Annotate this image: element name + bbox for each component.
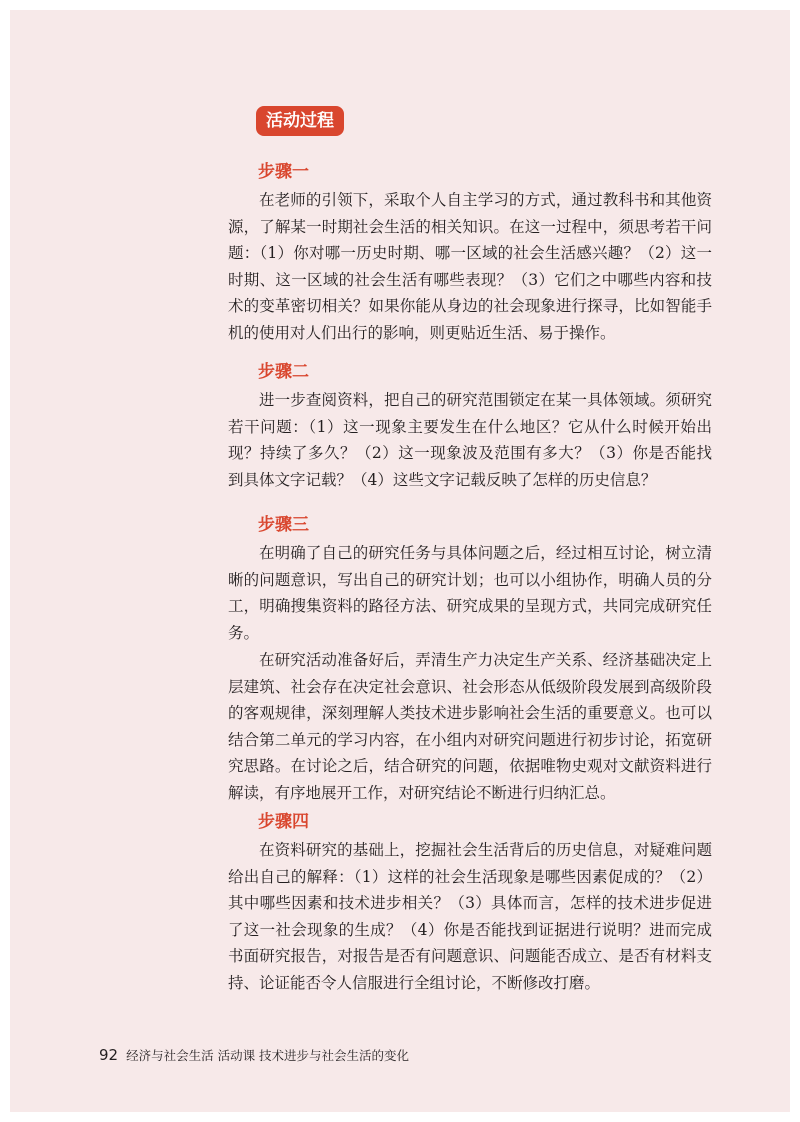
step-two-heading: 步骤二 [258,362,309,382]
step-four-heading: 步骤四 [258,812,309,832]
page [10,10,790,1112]
step-three-paragraph-2: 在研究活动准备好后，弄清生产力决定生产关系、经济基础决定上层建筑、社会存在决定社会意识、社会形态从低级阶段发展到高级阶段的客观规律，深刻理解人类技术进步影响社会生活的重要意义。也可以结合第二单元的学习内容，在小组内对研究问题进行初步讨论，拓宽研究思路。在讨论之后，结合研究的问题，依据唯物史观对文献资料进行解读，有序地展开工作，对研究结论不断进行归纳汇总。 [228,651,712,802]
step-three-paragraph-1: 在明确了自己的研究任务与具体问题之后，经过相互讨论，树立清晰的问题意识，写出自己的研究计划；也可以小组协作，明确人员的分工，明确搜集资料的路径方法、研究成果的呈现方式，共同完成研究任务。 [228,544,712,642]
page-number: 92 [99,1046,119,1064]
step-one-heading: 步骤一 [258,162,309,182]
step-three-heading: 步骤三 [258,515,309,535]
step-four-paragraph: 在资料研究的基础上，挖掘社会生活背后的历史信息，对疑难问题给出自己的解释：（1）这样的社会生活现象是哪些因素促成的？（2）其中哪些因素和技术进步相关？（3）具体而言，怎样的技术进步促进了这一社会现象的生成？（4）你是否能找到证据进行说明？进而完成书面研究报告，对报告是否有问题意识、问题能否成立、是否有材料支持、论证能否令人信服进行全组讨论，不断修改打磨。 [228,841,712,992]
section-badge: 活动过程 [256,106,344,136]
step-two-paragraph: 进一步查阅资料，把自己的研究范围锁定在某一具体领域。须研究若干问题：（1）这一现象主要发生在什么地区？它从什么时候开始出现？持续了多久？（2）这一现象波及范围有多大？（3）你是否能找到具体文字记载？（4）这些文字记载反映了怎样的历史信息？ [228,391,712,489]
step-one-paragraph: 在老师的引领下，采取个人自主学习的方式，通过教科书和其他资源，了解某一时期社会生活的相关知识。在这一过程中，须思考若干问题：（1）你对哪一历史时期、哪一区域的社会生活感兴趣？（2）这一时期、这一区域的社会生活有哪些表现？（3）它们之中哪些内容和技术的变革密切相关？如果你能从身边的社会现象进行探寻，比如智能手机的使用对人们出行的影响，则更贴近生活、易于操作。 [228,191,712,342]
page-footer [99,1046,409,1065]
footer-book-title: 经济与社会生活 活动课 技术进步与社会生活的变化 [126,1048,410,1063]
